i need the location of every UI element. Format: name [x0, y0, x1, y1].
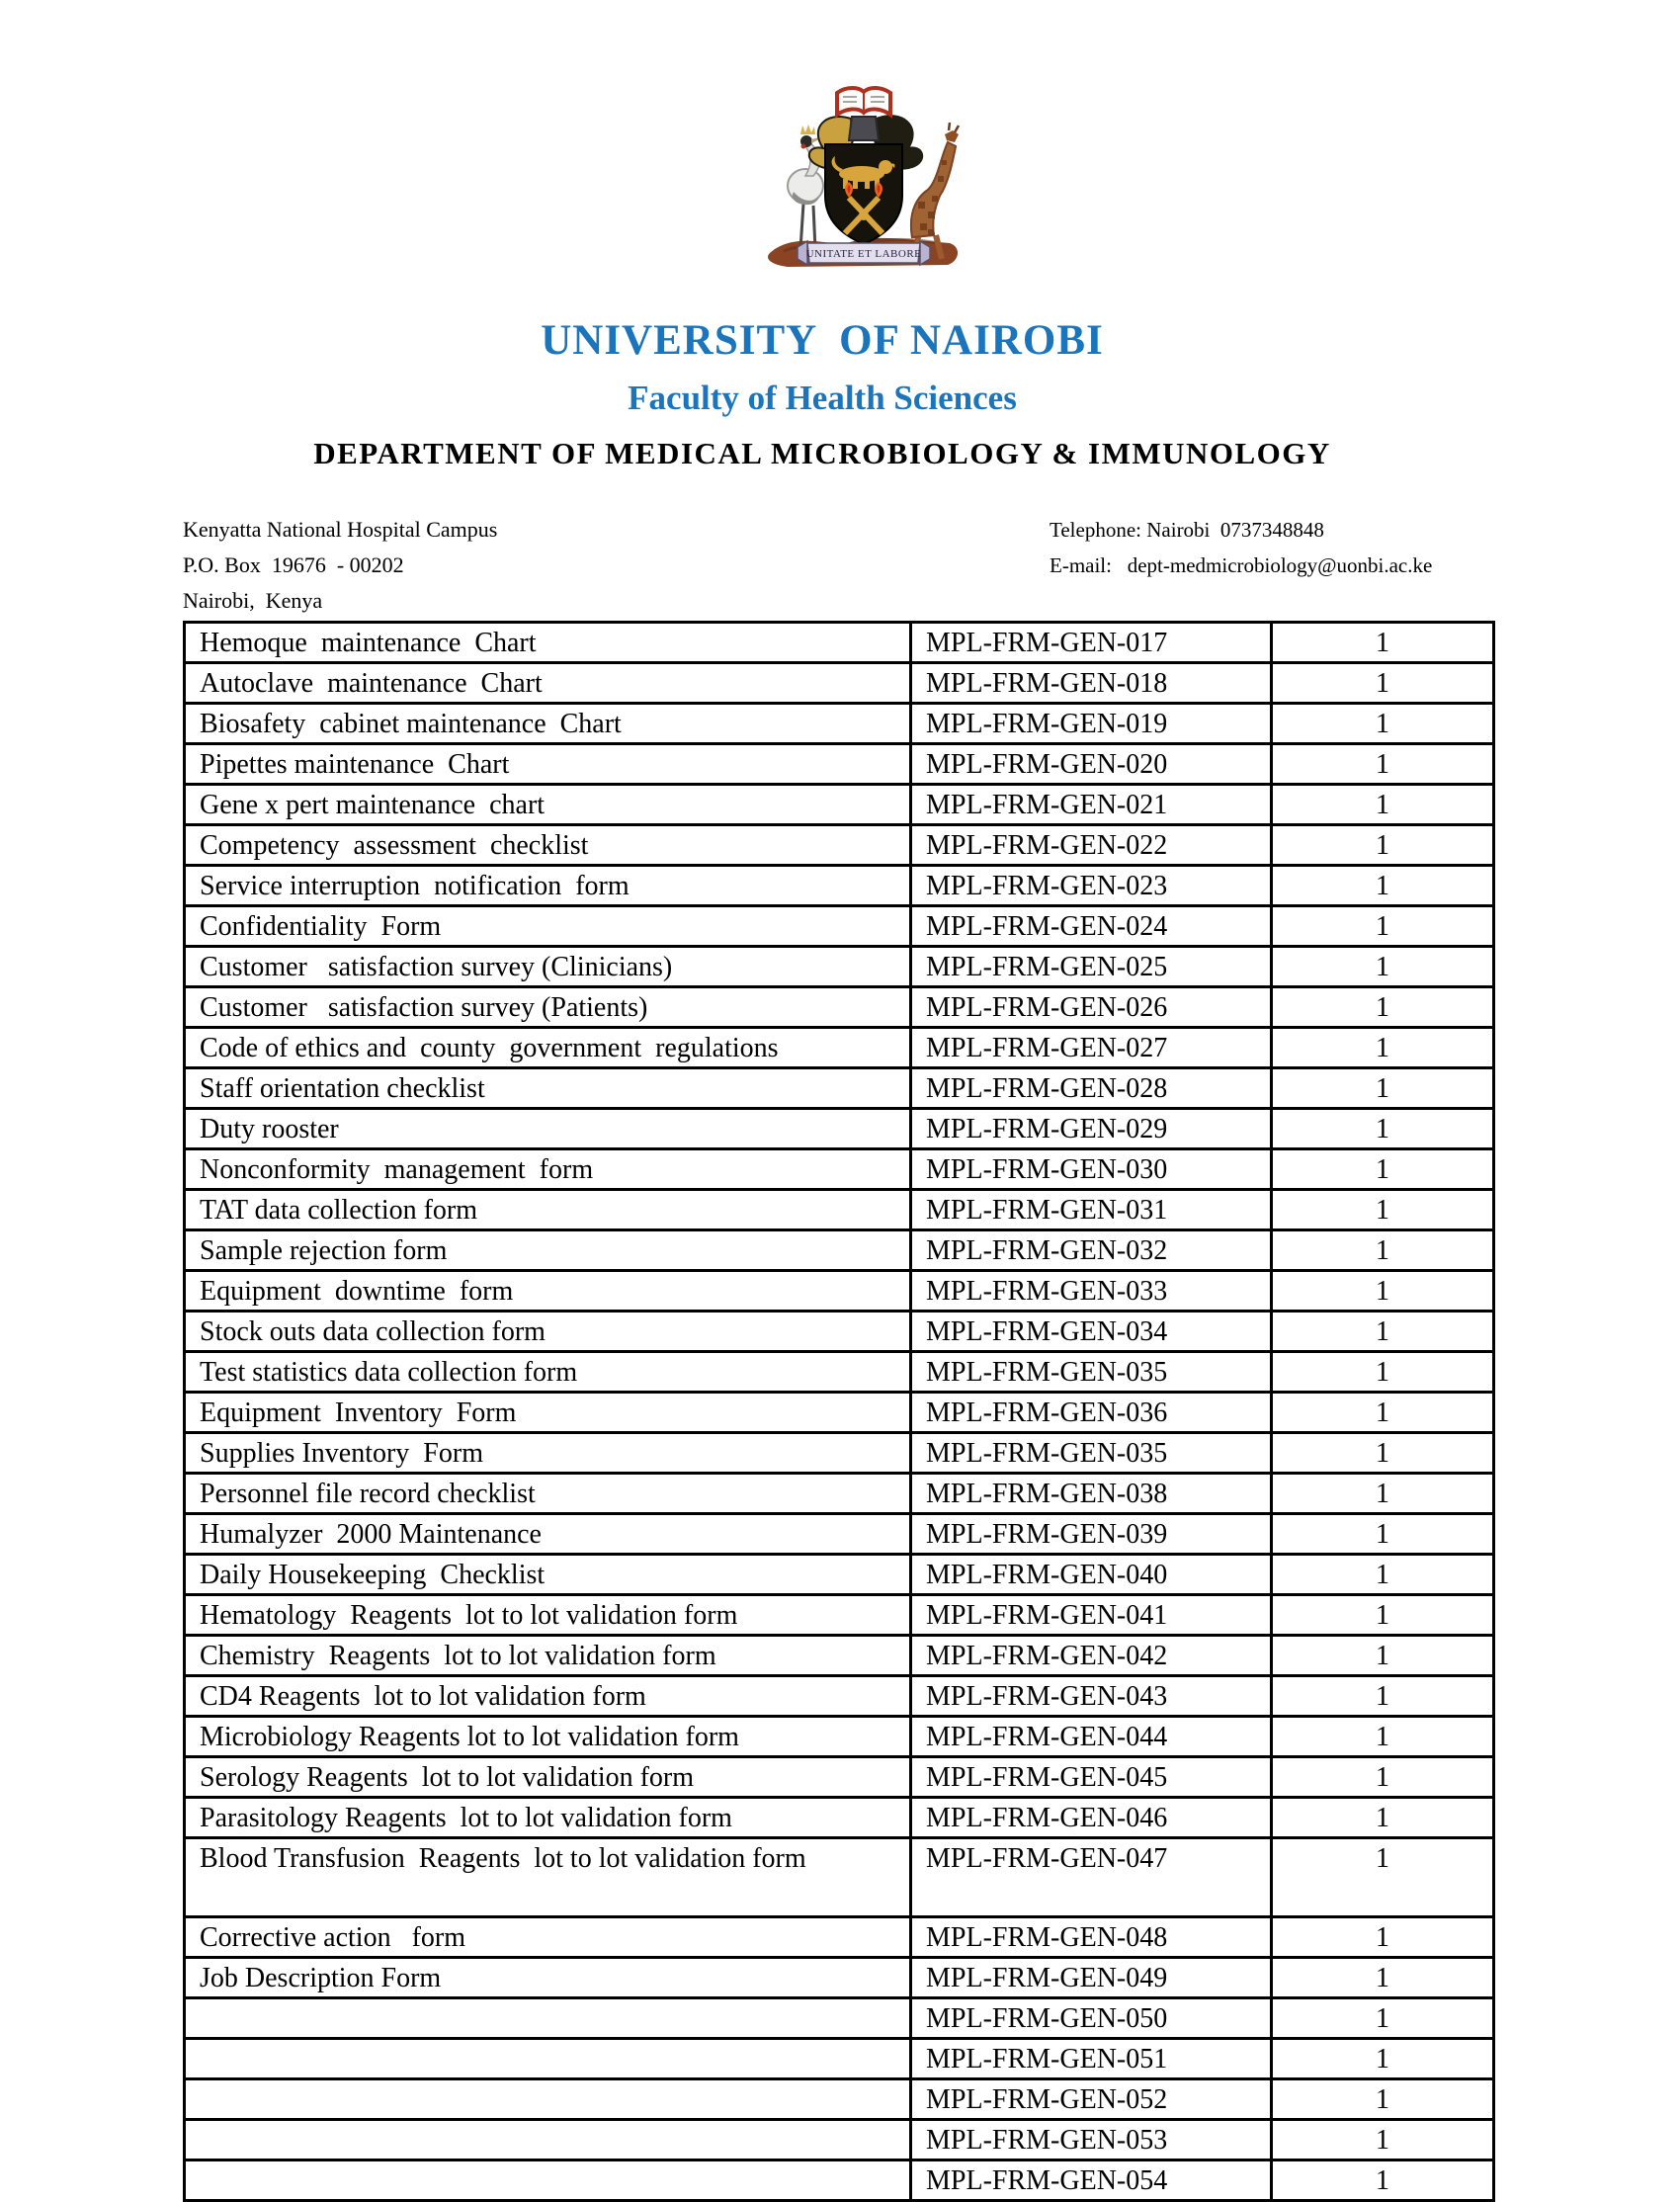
form-qty-cell: 1 [1272, 2120, 1494, 2160]
contact-line: P.O. Box 19676 - 00202 [183, 552, 404, 577]
form-code-cell: MPL-FRM-GEN-025 [911, 947, 1272, 987]
form-code-cell: MPL-FRM-GEN-035 [911, 1352, 1272, 1393]
table-row [185, 1958, 1494, 1998]
form-qty-cell: 1 [1272, 2160, 1494, 2201]
form-name-cell: Job Description Form [185, 1958, 911, 1998]
table-row [185, 1068, 1494, 1109]
form-name-cell: Pipettes maintenance Chart [185, 744, 911, 785]
form-qty-cell: 1 [1272, 1917, 1494, 1958]
table-row [185, 785, 1494, 825]
form-code-cell: MPL-FRM-GEN-034 [911, 1312, 1272, 1352]
table-row [185, 1998, 1494, 2039]
table-row [185, 1312, 1494, 1352]
form-qty-cell: 1 [1272, 704, 1494, 744]
form-name-cell: Personnel file record checklist [185, 1474, 911, 1514]
form-name-cell: Corrective action form [185, 1917, 911, 1958]
table-row [185, 2079, 1494, 2120]
table-row [185, 1917, 1494, 1958]
form-code-cell: MPL-FRM-GEN-048 [911, 1917, 1272, 1958]
contact-line: Kenyatta National Hospital Campus [183, 517, 498, 542]
form-code-cell: MPL-FRM-GEN-019 [911, 704, 1272, 744]
form-code-cell: MPL-FRM-GEN-023 [911, 866, 1272, 906]
form-qty-cell: 1 [1272, 1798, 1494, 1838]
form-code-cell: MPL-FRM-GEN-029 [911, 1109, 1272, 1149]
form-qty-cell: 1 [1272, 825, 1494, 866]
university-crest-logo [754, 85, 975, 291]
form-qty-cell: 1 [1272, 744, 1494, 785]
form-code-cell: MPL-FRM-GEN-036 [911, 1393, 1272, 1433]
form-name-cell: Service interruption notification form [185, 866, 911, 906]
form-code-cell: MPL-FRM-GEN-041 [911, 1595, 1272, 1636]
form-qty-cell: 1 [1272, 1393, 1494, 1433]
form-qty-cell: 1 [1272, 1958, 1494, 1998]
contact-address-block [183, 512, 497, 619]
form-qty-cell: 1 [1272, 1068, 1494, 1109]
forms-table [183, 621, 1495, 2202]
form-qty-cell: 1 [1272, 1190, 1494, 1230]
table-row [185, 1190, 1494, 1230]
form-name-cell: Customer satisfaction survey (Patients) [185, 987, 911, 1028]
table-row [185, 1555, 1494, 1595]
table-row [185, 1433, 1494, 1474]
form-name-cell: Staff orientation checklist [185, 1068, 911, 1109]
form-code-cell: MPL-FRM-GEN-035 [911, 1433, 1272, 1474]
form-code-cell: MPL-FRM-GEN-038 [911, 1474, 1272, 1514]
table-row [185, 947, 1494, 987]
crest-helmet [849, 117, 879, 140]
form-name-cell [185, 1998, 911, 2039]
form-qty-cell: 1 [1272, 1312, 1494, 1352]
form-name-cell: Blood Transfusion Reagents lot to lot validation form [185, 1838, 911, 1917]
form-qty-cell: 1 [1272, 1636, 1494, 1676]
form-qty-cell: 1 [1272, 1271, 1494, 1312]
table-row [185, 1149, 1494, 1190]
department-title: DEPARTMENT OF MEDICAL MICROBIOLOGY & IMMUNOLOGY [313, 436, 1331, 470]
form-qty-cell: 1 [1272, 1028, 1494, 1068]
form-qty-cell: 1 [1272, 1717, 1494, 1757]
form-qty-cell: 1 [1272, 1230, 1494, 1271]
table-row [185, 906, 1494, 947]
giraffe-icon [911, 123, 959, 261]
form-code-cell: MPL-FRM-GEN-026 [911, 987, 1272, 1028]
form-name-cell: Nonconformity management form [185, 1149, 911, 1190]
form-qty-cell: 1 [1272, 1352, 1494, 1393]
form-name-cell: CD4 Reagents lot to lot validation form [185, 1676, 911, 1717]
form-code-cell: MPL-FRM-GEN-053 [911, 2120, 1272, 2160]
form-qty-cell: 1 [1272, 1109, 1494, 1149]
form-qty-cell: 1 [1272, 987, 1494, 1028]
form-code-cell: MPL-FRM-GEN-024 [911, 906, 1272, 947]
form-name-cell: Equipment downtime form [185, 1271, 911, 1312]
form-name-cell: Microbiology Reagents lot to lot validation form [185, 1717, 911, 1757]
form-name-cell [185, 2079, 911, 2120]
open-book-icon [837, 88, 890, 115]
form-code-cell: MPL-FRM-GEN-050 [911, 1998, 1272, 2039]
form-name-cell: Serology Reagents lot to lot validation form [185, 1757, 911, 1798]
contact-line: E-mail: dept-medmicrobiology@uonbi.ac.ke [1050, 553, 1433, 577]
table-row [185, 987, 1494, 1028]
form-name-cell [185, 2039, 911, 2079]
form-name-cell: Stock outs data collection form [185, 1312, 911, 1352]
university-title: UNIVERSITY OF NAIROBI [541, 317, 1104, 364]
table-row [185, 1717, 1494, 1757]
table-row [185, 744, 1494, 785]
table-row [185, 2039, 1494, 2079]
crest-motto: UNITATE ET LABORE [805, 248, 922, 260]
form-qty-cell: 1 [1272, 1514, 1494, 1555]
table-row [185, 1514, 1494, 1555]
form-code-cell: MPL-FRM-GEN-032 [911, 1230, 1272, 1271]
table-row [185, 1352, 1494, 1393]
table-row [185, 825, 1494, 866]
form-name-cell: Competency assessment checklist [185, 825, 911, 866]
table-row [185, 1595, 1494, 1636]
form-name-cell: Hemoque maintenance Chart [185, 623, 911, 663]
form-qty-cell: 1 [1272, 2079, 1494, 2120]
form-code-cell: MPL-FRM-GEN-046 [911, 1798, 1272, 1838]
table-row [185, 1798, 1494, 1838]
faculty-title: Faculty of Health Sciences [628, 379, 1017, 417]
form-name-cell: Supplies Inventory Form [185, 1433, 911, 1474]
form-name-cell: Daily Housekeeping Checklist [185, 1555, 911, 1595]
form-code-cell: MPL-FRM-GEN-047 [911, 1838, 1272, 1917]
table-row [185, 866, 1494, 906]
form-qty-cell: 1 [1272, 1998, 1494, 2039]
table-row [185, 1474, 1494, 1514]
form-code-cell: MPL-FRM-GEN-033 [911, 1271, 1272, 1312]
form-code-cell: MPL-FRM-GEN-030 [911, 1149, 1272, 1190]
form-qty-cell: 1 [1272, 1757, 1494, 1798]
forms-table-body [185, 623, 1494, 2201]
form-name-cell: TAT data collection form [185, 1190, 911, 1230]
form-qty-cell: 1 [1272, 947, 1494, 987]
table-row [185, 1838, 1494, 1917]
form-name-cell: Code of ethics and county government regulations [185, 1028, 911, 1068]
form-name-cell: Biosafety cabinet maintenance Chart [185, 704, 911, 744]
form-qty-cell: 1 [1272, 623, 1494, 663]
form-name-cell: Parasitology Reagents lot to lot validation form [185, 1798, 911, 1838]
form-code-cell: MPL-FRM-GEN-040 [911, 1555, 1272, 1595]
form-code-cell: MPL-FRM-GEN-039 [911, 1514, 1272, 1555]
table-row [185, 2120, 1494, 2160]
table-row [185, 1393, 1494, 1433]
form-code-cell: MPL-FRM-GEN-027 [911, 1028, 1272, 1068]
table-row [185, 1028, 1494, 1068]
form-qty-cell: 1 [1272, 785, 1494, 825]
form-code-cell: MPL-FRM-GEN-049 [911, 1958, 1272, 1998]
contact-line: Telephone: Nairobi 0737348848 [1050, 518, 1324, 542]
contact-phone-email-block [1050, 512, 1432, 583]
motto-banner [798, 241, 930, 265]
form-qty-cell: 1 [1272, 1838, 1494, 1917]
contact-line: Nairobi, Kenya [183, 588, 323, 613]
form-code-cell: MPL-FRM-GEN-052 [911, 2079, 1272, 2120]
table-row [185, 623, 1494, 663]
form-code-cell: MPL-FRM-GEN-044 [911, 1717, 1272, 1757]
form-name-cell: Sample rejection form [185, 1230, 911, 1271]
form-code-cell: MPL-FRM-GEN-021 [911, 785, 1272, 825]
form-code-cell: MPL-FRM-GEN-028 [911, 1068, 1272, 1109]
form-code-cell: MPL-FRM-GEN-018 [911, 663, 1272, 704]
table-row [185, 1757, 1494, 1798]
form-code-cell: MPL-FRM-GEN-043 [911, 1676, 1272, 1717]
form-qty-cell: 1 [1272, 2039, 1494, 2079]
form-qty-cell: 1 [1272, 1555, 1494, 1595]
form-name-cell: Autoclave maintenance Chart [185, 663, 911, 704]
form-name-cell: Confidentiality Form [185, 906, 911, 947]
form-code-cell: MPL-FRM-GEN-022 [911, 825, 1272, 866]
table-row [185, 2160, 1494, 2201]
form-qty-cell: 1 [1272, 1149, 1494, 1190]
table-row [185, 1636, 1494, 1676]
form-name-cell: Humalyzer 2000 Maintenance [185, 1514, 911, 1555]
form-code-cell: MPL-FRM-GEN-017 [911, 623, 1272, 663]
form-name-cell [185, 2160, 911, 2201]
form-qty-cell: 1 [1272, 1433, 1494, 1474]
form-code-cell: MPL-FRM-GEN-020 [911, 744, 1272, 785]
form-code-cell: MPL-FRM-GEN-045 [911, 1757, 1272, 1798]
table-row [185, 704, 1494, 744]
form-qty-cell: 1 [1272, 1676, 1494, 1717]
form-qty-cell: 1 [1272, 906, 1494, 947]
form-qty-cell: 1 [1272, 1474, 1494, 1514]
form-name-cell: Test statistics data collection form [185, 1352, 911, 1393]
form-name-cell: Chemistry Reagents lot to lot validation form [185, 1636, 911, 1676]
table-row [185, 1109, 1494, 1149]
crest-shield [825, 144, 902, 244]
form-qty-cell: 1 [1272, 663, 1494, 704]
form-code-cell: MPL-FRM-GEN-051 [911, 2039, 1272, 2079]
table-row [185, 1230, 1494, 1271]
form-code-cell: MPL-FRM-GEN-042 [911, 1636, 1272, 1676]
form-name-cell: Gene x pert maintenance chart [185, 785, 911, 825]
form-qty-cell: 1 [1272, 1595, 1494, 1636]
table-row [185, 663, 1494, 704]
form-code-cell: MPL-FRM-GEN-031 [911, 1190, 1272, 1230]
form-name-cell: Customer satisfaction survey (Clinicians) [185, 947, 911, 987]
form-name-cell: Duty rooster [185, 1109, 911, 1149]
form-name-cell: Equipment Inventory Form [185, 1393, 911, 1433]
form-name-cell [185, 2120, 911, 2160]
form-qty-cell: 1 [1272, 866, 1494, 906]
table-row [185, 1676, 1494, 1717]
form-name-cell: Hematology Reagents lot to lot validation form [185, 1595, 911, 1636]
table-row [185, 1271, 1494, 1312]
form-code-cell: MPL-FRM-GEN-054 [911, 2160, 1272, 2201]
